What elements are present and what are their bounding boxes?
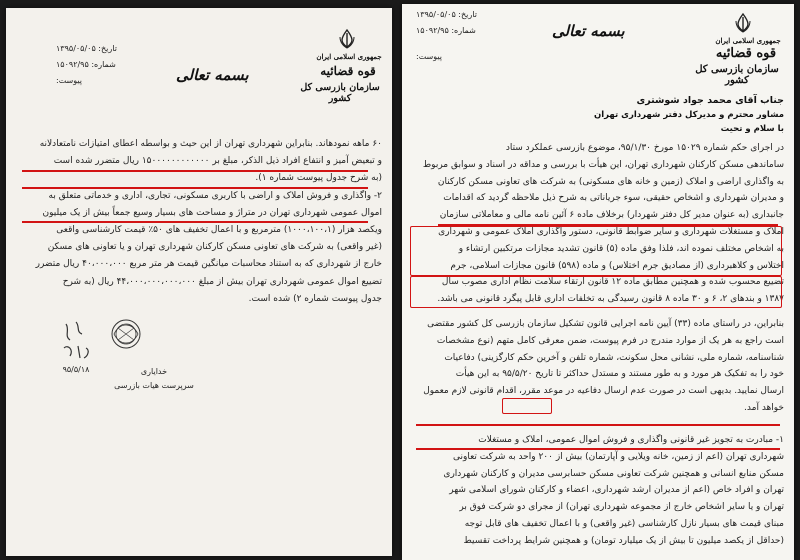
signer-title: سرپرست هیات بازرسی [114,381,194,390]
sign-date: ۹۵/۵/۱۸ [62,365,90,374]
letter-attachment: پیوست: [416,52,443,61]
agency-name: قوه قضائیه [320,64,376,78]
body-line: شهرداری تهران (اعم از زمین، خانه ویلایی و آپارتمان) بیش از ۲۰۰ واحد به شرکت تعاونی [452,451,784,462]
letter-body-paragraph-2 [412,316,784,417]
recipient-name: جناب آقای محمد جواد شوشتری [636,95,784,106]
body-line: است راجع به هر یک از موارد مندرج در فرم پیوست، ضمن معرفی کامل متهم (نوع مشخصات [436,335,784,346]
body-line: ۲- واگذاری و فروش املاک و اراضی با کاربری مسکونی، تجاری، اداری و خدماتی متعلق به [48,190,382,201]
highlight-underline [22,170,368,172]
body-line: و تبعیض آمیز و انتفاع افراد ذیل الذکر، مبلغ بر ۱۵۰۰۰۰۰۰۰۰۰۰۰۰ ریال متضرر شده است [53,156,382,167]
body-line: شناسنامه، شماره ملی، نشانی محل سکونت، شماره تلفن و آخرین حکم کارگزینی) دفاعیات [444,352,784,363]
basmala-heading: بسمه تعالی [552,22,625,40]
agency-subname: سازمان بازرسی کل کشور [695,64,779,86]
body-line: (به شرح جدول پیوست شماره ۱). [255,173,382,184]
signature-stamp [96,304,156,364]
letter-page-1 [402,4,794,560]
salutation: با سلام و تحیت [720,124,784,134]
agency-name: قوه قضائیه [715,46,777,61]
body-line: تضییع اموال عمومی شهرداری تهران بیش از مبلغ ۴۴،۰۰۰،۰۰۰،۰۰۰،۰۰۰ ریال (به شرح [62,276,382,287]
highlight-underline [22,221,368,223]
body-line: اموال عمومی شهرداری تهران در متراژ و مساحت های بسیار وسیع جمعاً بیش از یک میلیون [42,207,382,218]
body-line: خود را به تفکیک هر مورد و به طور مستند و مستدل حداکثر تا تاریخ ۹۵/۵/۲۰ به این هیأت [455,369,784,380]
highlight-box [502,398,552,414]
body-line: تهران و یا سایر اشخاص خارج از مجموعه شهرداری تهران) از مجرای دو شرکت فوق بر [459,502,784,513]
body-line: ویکصد هزار (۱۰۰۰،۱۰۰،۱) مترمربع و با اعمال تخفیف های ۵۰٪ قیمت کارشناسی واقعی [56,225,382,236]
iran-emblem-icon [336,28,358,50]
body-line: اختلاس و کلاهبرداری (از مصادیق جرم اختلاس) و ماده (۵۹۸) قانون مجازات اسلامی، جرم [450,260,784,271]
letter-date: تاریخ: ۱۳۹۵/۰۵/۰۵ [56,44,117,53]
body-line: (غیر واقعی) به شرکت های تعاونی مسکن کارکنان شهرداری تهران و یا تعاونی های مسکن [47,242,382,253]
body-line: جانبداری (به عنوان مدیر کل دفتر شهردار) برخلاف ماده ۶ آئین نامه مالی و معاملاتی سازمان [439,210,784,221]
handwritten-date [58,316,98,366]
letter-number: شماره: ۱۵۰۹۲/۹۵ [56,60,116,69]
body-line: بنابراین، در راستای ماده (۳۳) آیین نامه اجرایی قانون تشکیل سازمان بازرسی کل کشور مقتضی [427,319,784,329]
agency-subname: سازمان بازرسی کل کشور [300,82,380,104]
body-line: (حداقل از یکصد میلیون تا بیش از یک میلیارد تومان) و همچنین شرایط پرداخت تقسیط [463,535,784,546]
letter-attachment: پیوست: [56,76,83,85]
body-line: ۱- مبادرت به تجویز غیر قانونی واگذاری و فروش اموال عمومی، املاک و مستغلات [478,435,784,445]
emblem-caption: جمهوری اسلامی ایران [316,52,382,61]
body-line: به اشخاص مختلف نموده اند، فلذا وفق ماده (۵) قانون تشدید مجازات مرتکبین ارتشاء و [458,243,784,254]
highlight-underline [416,448,780,450]
recipient-title: مشاور محترم و مدیرکل دفتر شهرداری تهران [593,110,784,120]
body-line: مبنای قیمت های بسیار نازل کارشناسی (غیر واقعی) و با اعمال تخفیف های قابل توجه [464,518,784,529]
body-line: مسکن منابع انسانی و همچنین شرکت تعاونی مسکن حسابرسی مدیران و کارکنان شهرداری [443,468,784,479]
letter-date: تاریخ: ۱۳۹۵/۰۵/۰۵ [416,10,477,19]
body-line: و مدیران شهرداری و اشخاص حقیقی، سوء جریاناتی به شرح ذیل ملاحظه گردید که اقدامات [443,193,784,204]
basmala-heading: بسمه تعالی [176,66,249,84]
body-line: خواهد آمد. [744,402,784,413]
body-line: ارسال نمایید. بدیهی است در صورت عدم ارسال دفاعیه در موعد مقرر، اقدام قانونی لازم معمول [423,386,784,397]
body-line: جدول پیوست شماره ۲) شده است. [248,293,382,304]
body-line: تهران و افراد خاص (اعم از مدیران ارشد شهرداری، اعضاء و کارکنان شورای اسلامی شهر [449,485,784,496]
highlight-underline [22,187,368,189]
emblem-caption: جمهوری اسلامی ایران [715,36,781,45]
body-line: املاک و مستغلات شهرداری و سایر ضوابط قانونی، دستور واگذاری املاک عمومی و شهرداری [438,226,784,237]
body-line: ۶۰ ماهه نمودهاند. بنابراین شهرداری تهران از این حیث و بواسطه اعطای امتیازات نامتعادلانه [39,139,382,149]
letter-page-2 [6,8,392,556]
signer-name: خدایاری [140,367,168,376]
iran-emblem-icon [732,12,754,34]
highlight-underline [416,424,780,426]
body-line: به واگذاری اراضی و املاک (زمین و خانه های مسکونی) به شرکت های تعاونی مسکن کارکنان [437,176,784,187]
body-line: ۱۳۸۷ و بندهای ۲، ۶ و ۳۰ ماده ۸ قانون رسیدگی به تخلفات اداری قابل پیگرد قانونی می باشد. [437,294,784,305]
highlight-box [410,226,782,276]
highlight-box [410,276,782,308]
body-line: ساماندهی مسکن کارکنان شهرداری تهران، این هیأت با بررسی و مداقه در اسناد و سوابق مربوط [422,159,784,170]
body-line: در اجرای حکم شماره ۱۵۰۲۹ مورخ ۹۵/۱/۳۰، موضوع بازرسی عملکرد ستاد [505,143,784,153]
letter-number: شماره: ۱۵۰۹۲/۹۵ [416,26,476,35]
body-line: خارج از شهرداری که به استناد محاسبات میانگین قیمت هر متر مربع ۴۰،۰۰۰،۰۰۰ ریال متضرر [35,259,382,270]
body-line: تضییع محسوب شده و همچنین مطابق ماده ۱۲ قانون ارتقاء سلامت نظام اداری مصوب سال [441,277,784,288]
